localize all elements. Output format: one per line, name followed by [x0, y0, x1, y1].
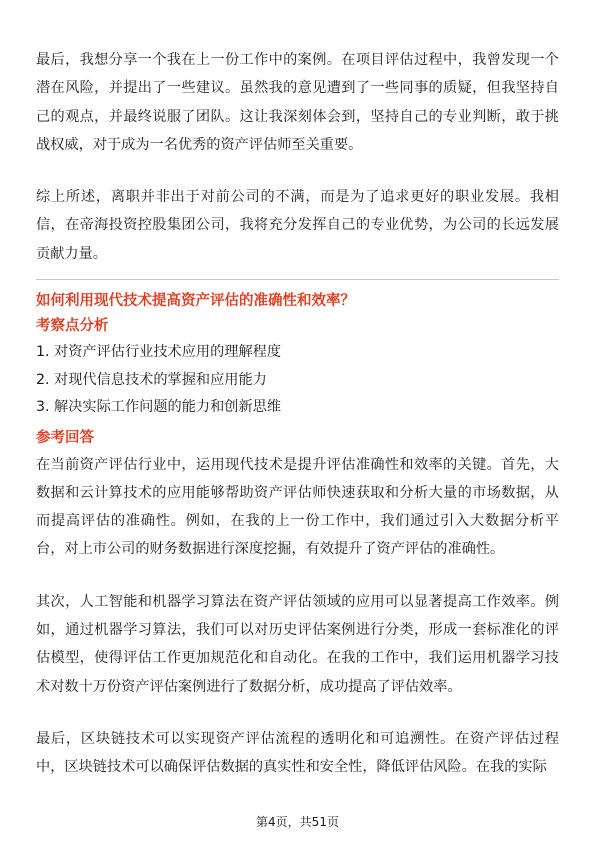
paragraph-spacer [36, 701, 559, 725]
paragraph-spacer [36, 564, 559, 588]
analysis-heading: 考察点分析 [36, 318, 109, 335]
question-title: 如何利用现代技术提高资产评估的准确性和效率？ [36, 293, 355, 310]
answer-paragraph: 在当前资产评估行业中，运用现代技术是提升评估准确性和效率的关键。首先，大数据和云计算技术的应用能够帮助资产评估师快速获取和分析大量的市场数据，从而提高评估的准确性。例如，在我的上一份工作中，我们通过引入大数据分析平台，对上市公司的财务数据进行深度挖掘，有效提升了资产评估的准确性。 [36, 456, 559, 558]
document-page [36, 46, 559, 782]
analysis-item: 3. 解决实际工作问题的能力和创新思维 [36, 399, 282, 416]
answer-heading: 参考回答 [36, 429, 94, 446]
page-number: 第4页，共51页 [256, 815, 339, 829]
analysis-list [36, 339, 559, 422]
body-paragraph: 综上所述，离职并非出于对前公司的不满，而是为了追求更好的职业发展。我相信，在帝海投资控股集团公司，我将充分发挥自己的专业优势，为公司的长远发展贡献力量。 [36, 189, 559, 262]
answer-paragraph: 最后，区块链技术可以实现资产评估流程的透明化和可追溯性。在资产评估过程中，区块链技术可以确保评估数据的真实性和安全性，降低评估风险。在我的实际 [36, 730, 559, 776]
analysis-item: 1. 对资产评估行业技术应用的理解程度 [36, 344, 282, 361]
analysis-item: 2. 对现代信息技术的掌握和应用能力 [36, 371, 267, 388]
paragraph-spacer [36, 159, 559, 183]
body-paragraph: 最后，我想分享一个我在上一份工作中的案例。在项目评估过程中，我曾发现一个潜在风险，并提出了一些建议。虽然我的意见遭到了一些同事的质疑，但我坚持自己的观点，并最终说服了团队。这让我深刻体会到，坚持自己的专业判断，敢于挑战权威，对于成为一名优秀的资产评估师至关重要。 [36, 52, 559, 153]
answer-paragraph: 其次，人工智能和机器学习算法在资产评估领域的应用可以显著提高工作效率。例如，通过机器学习算法，我们可以对历史评估案例进行分类，形成一套标准化的评估模型，使得评估工作更加规范化和自动化。在我的工作中，我们运用机器学习技术对数十万份资产评估案例进行了数据分析，成功提高了评估效率。 [36, 593, 559, 695]
section-divider [36, 279, 559, 280]
